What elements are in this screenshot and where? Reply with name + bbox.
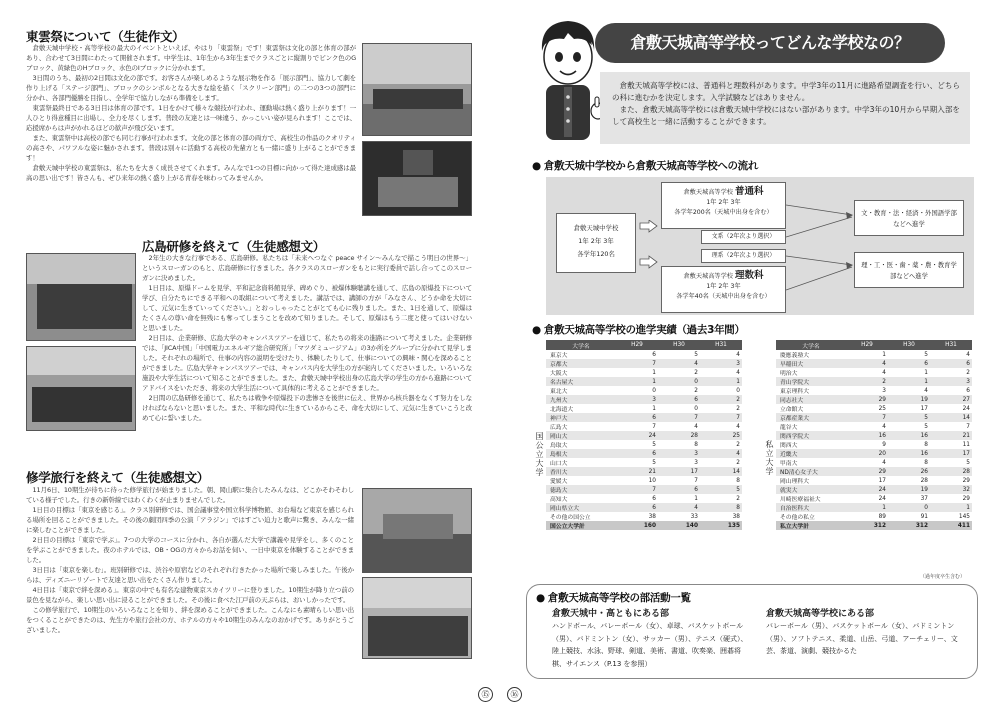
table-row: [546, 458, 742, 467]
count-cell: 6: [966, 387, 970, 394]
count-cell: 8: [924, 441, 928, 448]
table-row: [776, 458, 972, 467]
university-name-cell: 京都産業大: [776, 413, 846, 422]
count-cell: 2: [846, 377, 888, 386]
risu-grades: 1年 2年 3年: [706, 283, 741, 290]
count-cell: 2: [694, 387, 698, 394]
university-name-cell: 川崎医療福祉大: [780, 497, 821, 503]
futsu-school: 倉敷天城高等学校: [683, 189, 733, 196]
count-cell: 7: [700, 413, 742, 422]
table-row: [546, 467, 742, 476]
count-cell: 17: [930, 449, 972, 458]
table-row: [546, 449, 742, 458]
university-name-cell: 徳島大: [546, 485, 616, 494]
count-cell: 3: [882, 387, 886, 394]
count-cell: 135: [700, 521, 742, 530]
risu-course: 理数科: [734, 270, 764, 281]
paragraph: この修学旅行で、10期生のいろいろなことを知り、絆を深めることができました。こんなにも素晴らしい思い出をつくることができたのは、先生方や旅行会社の方、ホテルの方々や10期生のみんなのおかげです。ありがとうございました。: [26, 606, 354, 634]
jhs-grades: 1年 2年 3年: [578, 237, 614, 245]
section-title-hiroshima: 広島研修を終えて（生徒感想文）: [142, 239, 326, 254]
count-cell: 5: [966, 459, 970, 466]
university-name-cell: 立命館大: [780, 407, 804, 413]
count-cell: 312: [846, 521, 888, 530]
section-body-hiroshima: [142, 253, 472, 423]
table-row: [546, 440, 742, 449]
university-name-cell: 国公立大学計: [546, 521, 616, 530]
university-name-cell: 私立大学計: [776, 521, 846, 530]
table-row: [776, 512, 972, 521]
university-name-cell: 島根大: [546, 449, 616, 458]
jhs-name: 倉敷天城中学校: [573, 224, 619, 232]
table-row: [776, 404, 972, 413]
university-name-cell: 北海道大: [550, 407, 574, 413]
table-row: [546, 422, 742, 431]
count-cell: 29: [846, 395, 888, 404]
count-cell: 1: [700, 377, 742, 386]
table-national: [546, 340, 742, 530]
table-row: [546, 413, 742, 422]
flow-outcome-humanities: 文・教育・法・経済・外国語学部などへ進学: [854, 200, 964, 236]
count-cell: 4: [700, 449, 742, 458]
table-row: [546, 368, 742, 377]
university-name-cell: 香川大: [546, 467, 616, 476]
count-cell: 3: [700, 359, 742, 368]
paragraph: 2日目は、企業研修、広島大学のキャンパスツアーを通じて、私たちの将来の進路について考えました。企業研修では、「JICA中国」「中国電力エネルギア総合研究所」「マツダミュージアム」の3か所をグループに分かれて見学しました。それぞれの場所で、仕事の内容の説明を受けたり、体験したりして、仕事についての興味・関心を深めることができました。広島大学キャンパスツアーでは、キャンパス内を大学生の方が案内してくださいました。いろいろな施設や大学生活について知ることができました。また、倉敷天城中学校出身の広島大学の学生の方から進路についてアドバイスをいただき、将来の大学生活について具体的に考えることができました。: [142, 334, 472, 392]
count-cell: 3: [930, 377, 972, 386]
photo-stage-performance: [362, 141, 472, 216]
risu-count: 各学年40名（天城中出身を含む）: [676, 293, 771, 300]
table-row: [546, 359, 742, 368]
university-name-cell: 明治大: [780, 371, 798, 377]
count-cell: 6: [888, 359, 930, 368]
count-cell: 160: [616, 521, 658, 530]
count-cell: 2: [736, 495, 740, 502]
university-name-cell: ND清心女子大: [776, 467, 846, 476]
flow-heading: ● 倉敷天城中学校から倉敷天城高等学校への流れ: [532, 158, 758, 173]
paragraph: 1日目の目標は「東京を感じる」。クラス別研修では、国会議事堂や国立科学博物館、お台場など東京を感じられる場所を回ることができました。その後の劇団四季の公演「アラジン」ではすごい迫力と歌声に驚き、みんな一緒に楽しむことができました。: [26, 506, 354, 534]
count-cell: 6: [930, 359, 972, 368]
paragraph: 倉敷天城中学校の東雲祭は、私たちを大きく成長させてくれます。みんなで1つの目標に向かって得た達成感は最高の思い出です！皆さんも、ぜひ来年の熱く盛り上がる青春を味わってみませんか。: [26, 164, 356, 182]
count-cell: 2: [736, 459, 740, 466]
flow-jhs-box: [556, 213, 636, 273]
count-cell: 2: [694, 369, 698, 376]
count-cell: 28: [930, 467, 972, 476]
table-row: [546, 431, 742, 440]
university-name-cell: 岡山大: [546, 431, 616, 440]
photo-hiroshima-group: [26, 253, 136, 341]
count-cell: 7: [966, 423, 970, 430]
table-row: [776, 368, 972, 377]
clubs-both-text: ハンドボール、バレーボール（女）、卓球、バスケットボール（男）、バドミントン（女）、サッカー（男）、テニス（硬式）、陸上競技、水泳、野球、剣道、美術、書道、吹奏楽、囲碁将棋、サイエンス（P.13 を参照）: [552, 622, 748, 668]
count-cell: 5: [652, 459, 656, 466]
flow-bunkei-box: 文系（2年次より選択）: [701, 230, 786, 244]
arrow-icon: [639, 220, 659, 270]
count-cell: 25: [878, 405, 886, 412]
count-cell: 21: [930, 431, 972, 440]
paragraph: 1日目は、原爆ドームを見学、平和記念資料館見学、碑めぐり、被爆体験聴講を通して、広島の原爆投下について学び、自分たちにできる平和への取組について考えました。講話では、講師の方が「みなさん、どうか命を大切にして、元気に生きていってください。」とおっしゃったことがとても心に残りました。また、1日を通して、原爆はたくさんの尊い命を無残にも奪ってしまうことを改めて知りました。そして、原爆はもう二度と使ってはいけないと思いました。: [142, 284, 472, 332]
count-cell: 6: [616, 503, 658, 512]
futsu-count: 各学年200名（天城中出身を含む）: [674, 209, 773, 216]
intro-paragraph: 倉敷天城高等学校には、普通科と理数科があります。中学3年の11月に進路希望調査を行い、どちらの科に進むかを決定します。入学試験などはありません。: [612, 81, 961, 102]
private-label: 私立大学: [765, 440, 774, 476]
paragraph: また、東雲祭中は高校の部でも同じ行事が行われます。文化の部と体育の部の両方で、高校生の作品のクオリティの高さや、パワフルな姿に魅かされます。普段は別々に活動する高校の先輩方とも一緒に盛り上がることができます！: [26, 134, 356, 162]
col-header: H30: [888, 340, 930, 350]
flow-outcome-sciences: 理・工・医・歯・薬・農・教育学部などへ進学: [854, 252, 964, 288]
col-header: H29: [846, 340, 888, 350]
count-cell: 312: [888, 521, 930, 530]
university-name-cell: 広島大: [550, 425, 568, 431]
count-cell: 21: [616, 467, 658, 476]
flow-risu-box: [661, 266, 786, 313]
university-name-cell: 青山学院大: [776, 377, 846, 386]
count-cell: 7: [694, 477, 698, 484]
right-page: [500, 0, 1000, 707]
section-title-shinonomesai: 東雲祭について（生徒作文）: [26, 29, 185, 44]
count-cell: 16: [846, 431, 888, 440]
university-name-cell: 岡山理科大: [780, 479, 809, 485]
count-cell: 25: [700, 431, 742, 440]
count-cell: 7: [652, 423, 656, 430]
table-row: [546, 485, 742, 494]
university-name-cell: 関西学院大: [776, 431, 846, 440]
university-name-cell: 龍谷大: [780, 425, 798, 431]
table-row: [546, 395, 742, 404]
count-cell: 6: [658, 395, 700, 404]
table-row: [776, 476, 972, 485]
table-row: [546, 377, 742, 386]
count-cell: 11: [962, 441, 970, 448]
count-cell: 8: [924, 459, 928, 466]
count-cell: 4: [736, 351, 740, 358]
page-number-right: ⑯: [507, 687, 522, 702]
count-cell: 89: [878, 513, 886, 520]
section-body-school-trip: [26, 485, 354, 635]
table-total-row: [776, 521, 972, 530]
count-cell: 14: [930, 413, 972, 422]
university-name-cell: 名古屋大: [546, 377, 616, 386]
count-cell: 29: [846, 467, 888, 476]
flow-rikei-box: 理系（2年次より選択）: [701, 249, 786, 263]
count-cell: 7: [616, 359, 658, 368]
count-cell: 91: [920, 513, 928, 520]
count-cell: 4: [658, 503, 700, 512]
banner-title: 倉敷天城高等学校ってどんな学校なの？: [630, 33, 910, 52]
count-cell: 6: [616, 449, 658, 458]
count-cell: 24: [846, 485, 888, 494]
university-name-cell: 早稲田大: [776, 359, 846, 368]
count-cell: 20: [846, 449, 888, 458]
university-name-cell: 甲南大: [780, 461, 798, 467]
count-cell: 5: [924, 351, 928, 358]
table-row: [776, 350, 972, 359]
col-header: H31: [930, 340, 972, 350]
count-cell: 1: [888, 377, 930, 386]
count-cell: 2: [966, 369, 970, 376]
count-cell: 4: [882, 423, 886, 430]
results-note: （過年度卒生含む）: [920, 574, 966, 580]
count-cell: 7: [658, 413, 700, 422]
university-name-cell: その他の国公立: [550, 515, 591, 521]
university-name-cell: 愛媛大: [550, 479, 568, 485]
count-cell: 4: [658, 359, 700, 368]
flow-futsu-box: [661, 182, 786, 229]
count-cell: 4: [846, 359, 888, 368]
count-cell: 19: [888, 395, 930, 404]
count-cell: 4: [694, 423, 698, 430]
university-name-cell: 東北大: [550, 389, 568, 395]
count-cell: 5: [888, 413, 930, 422]
paragraph: 2日目の目標は「東京で学ぶ」。7つの大学のコースに分かれ、各自が選んだ大学で講義や見学をし、多くのことを学ぶことができました。夜のホテルでは、OB・OGの方々からお話を伺い、一日中東京を体験することができました。: [26, 536, 354, 564]
table-row: [776, 503, 972, 512]
count-cell: 17: [878, 477, 886, 484]
university-name-cell: 就実大: [776, 485, 846, 494]
count-cell: 140: [658, 521, 700, 530]
count-cell: 14: [700, 467, 742, 476]
count-cell: 9: [882, 441, 886, 448]
col-header: H29: [616, 340, 658, 350]
national-label: 国公立大学: [535, 432, 544, 477]
count-cell: 27: [930, 395, 972, 404]
count-cell: 2: [736, 441, 740, 448]
count-cell: 24: [878, 495, 886, 502]
university-name-cell: 山口大: [550, 461, 568, 467]
count-cell: 17: [920, 405, 928, 412]
clubs-both-title: 倉敷天城中・高ともにある部: [552, 609, 670, 619]
results-heading: ● 倉敷天城高等学校の進学実績（過去3年間）: [532, 322, 745, 337]
count-cell: 5: [694, 351, 698, 358]
count-cell: 33: [690, 513, 698, 520]
col-header: H31: [700, 340, 742, 350]
table-row: [776, 467, 972, 476]
table-row: [546, 404, 742, 413]
count-cell: 19: [888, 485, 930, 494]
paragraph: 11月6日、10期生が待ちに待った修学旅行が始まりました。朝、岡山駅に集合したみんなは、どこかそわそわしている様子でした。行きの新幹線ではわくわくが止まりませんでした。: [26, 486, 354, 504]
count-cell: 411: [930, 521, 972, 530]
paragraph: 東雲祭最終日である3日目は体育の部です。1日をかけて様々な競技が行われ、運動場は熱く盛り上がります！一人ひとり得意種目に出場し、全力を尽くします。普段の友達とは一味違う、かっこいい姿が見られます！ここでは、応援席からは声がかれるほどの歓声が飛び交います。: [26, 104, 356, 132]
count-cell: 7: [846, 413, 888, 422]
university-name-cell: 岡山県立大: [546, 503, 616, 512]
university-name-cell: 同志社大: [776, 395, 846, 404]
count-cell: 24: [616, 431, 658, 440]
count-cell: 28: [658, 431, 700, 440]
count-cell: 8: [736, 477, 740, 484]
count-cell: 32: [930, 485, 972, 494]
count-cell: 0: [694, 405, 698, 412]
count-cell: 1: [924, 369, 928, 376]
table-row: [546, 503, 742, 512]
col-header: 大学名: [776, 340, 846, 350]
count-cell: 7: [616, 485, 658, 494]
risu-school: 倉敷天城高等学校: [683, 273, 733, 280]
count-cell: 38: [648, 513, 656, 520]
university-name-cell: 大阪大: [550, 371, 568, 377]
jhs-count: 各学年120名: [577, 250, 615, 258]
table-row: [546, 476, 742, 485]
table-row: [776, 359, 972, 368]
count-cell: 16: [888, 431, 930, 440]
count-cell: 1: [652, 405, 656, 412]
count-cell: 5: [924, 423, 928, 430]
count-cell: 38: [732, 513, 740, 520]
count-cell: 29: [962, 495, 970, 502]
intro-text: [612, 80, 964, 128]
university-name-cell: 九州大: [546, 395, 616, 404]
paragraph: 3日目は「東京を楽しむ」。班別研修では、渋谷や原宿などのそれぞれ行きたかった場所で楽しみました。午後からは、ディズニーリゾートで友達と思い出をたくさん作りました。: [26, 566, 354, 584]
count-cell: 3: [616, 395, 658, 404]
table-row: [546, 494, 742, 503]
table-row: [776, 440, 972, 449]
table-row: [546, 512, 742, 521]
paragraph: 4日目は「東京で絆を深める」。東京の中でも有名な建物東京スカイツリーに登りました。10期生が降り立つ前の景色を見ながら、楽しい思い出に浸ることができました。その後に食べた江戸前の天ぷらは、おいしかったです。: [26, 586, 354, 604]
count-cell: 26: [888, 467, 930, 476]
count-cell: 8: [694, 441, 698, 448]
table-row: [776, 494, 972, 503]
count-cell: 29: [962, 477, 970, 484]
count-cell: 4: [882, 369, 886, 376]
table-row: [776, 449, 972, 458]
count-cell: 16: [888, 449, 930, 458]
col-header: 大学名: [546, 340, 616, 350]
count-cell: 28: [920, 477, 928, 484]
count-cell: 145: [958, 513, 970, 520]
table-total-row: [546, 521, 742, 530]
count-cell: 1: [882, 351, 886, 358]
paragraph: 2日間の広島研修を通じて、私たちは戦争や原爆投下の悲惨さを後世に伝え、世界から核兵器をなくす努力をしなければならないと思いました。また、平和な時代に生きているからこそ、命を大切にして、元気に生きていこうと改めて心に誓いました。: [142, 394, 472, 422]
count-cell: 3: [658, 449, 700, 458]
table-row: [776, 386, 972, 395]
paragraph: 3日間のうち、最初の2日間は文化の部です。お客さんが楽しめるような展示物を作る「展示部門」、協力して劇を作り上げる「ステージ部門」、ブロックのシンボルとなる大きな絵を描く「スクリーン部門」の二つの3つの部門に分かれ、各部門優勝を目指し、全学年で協力しながら準備をします。: [26, 74, 356, 102]
count-cell: 1: [652, 369, 656, 376]
count-cell: 0: [652, 387, 656, 394]
count-cell: 6: [652, 351, 656, 358]
clubs-high-text: バレーボール（男）、バスケットボール（女）、バドミントン（男）、ソフトテニス、柔道、山岳、弓道、アーチェリー、文芸、茶道、演劇、競技かるた: [766, 622, 958, 655]
university-name-cell: 神戸大: [546, 413, 616, 422]
count-cell: 4: [736, 423, 740, 430]
count-cell: 4: [924, 387, 928, 394]
table-row: [546, 350, 742, 359]
table-private: [776, 340, 972, 530]
count-cell: 1: [694, 495, 698, 502]
university-name-cell: 京都大: [546, 359, 616, 368]
count-cell: 4: [966, 351, 970, 358]
count-cell: 3: [694, 459, 698, 466]
table-row: [776, 422, 972, 431]
count-cell: 10: [648, 477, 656, 484]
university-name-cell: 高知大: [550, 497, 568, 503]
count-cell: 5: [652, 441, 656, 448]
clubs-high-title: 倉敷天城高等学校にある部: [766, 609, 875, 619]
count-cell: 6: [616, 413, 658, 422]
table-row: [776, 413, 972, 422]
paragraph: 2年生の大きな行事である、広島研修。私たちは「未来へつなぐ peace サイン〜みんなで描こう明日の世界〜」というスローガンのもと、広島研修に行きました。各クラスのスローガンをもとに実行委員で話し合ってこのスローガンに決めました。: [142, 254, 472, 282]
photo-school-trip-group: [362, 577, 472, 659]
count-cell: 1: [616, 377, 658, 386]
count-cell: 1: [846, 503, 888, 512]
section-title-school-trip: 修学旅行を終えて（生徒感想文）: [26, 470, 210, 485]
count-cell: 4: [736, 369, 740, 376]
photo-school-trip-hall: [362, 488, 472, 573]
futsu-course: 普通科: [734, 186, 764, 197]
table-row: [776, 431, 972, 440]
count-cell: 5: [700, 485, 742, 494]
university-name-cell: 関西大: [780, 443, 798, 449]
table-row: [776, 377, 972, 386]
university-name-cell: 慶應義塾大: [780, 353, 809, 359]
col-header: H30: [658, 340, 700, 350]
count-cell: 8: [700, 503, 742, 512]
clubs-heading: ● 倉敷天城高等学校の部活動一覧: [536, 590, 691, 605]
count-cell: 2: [700, 395, 742, 404]
flow-connector-lines: [786, 185, 856, 305]
count-cell: 24: [962, 405, 970, 412]
count-cell: 6: [658, 485, 700, 494]
count-cell: 0: [658, 377, 700, 386]
section-body-shinonomesai: [26, 43, 356, 183]
university-name-cell: 近畿大: [776, 449, 846, 458]
paragraph: 倉敷天城中学校・高等学校の最大のイベントといえば、やはり「東雲祭」です！東雲祭は文化の部と体育の部があり、合わせて3日間にわたって開催されます。中学生は、1年生から3年生までクラスごとに縦割りでピンク色のGブロック、黄緑色のHブロック、水色のIブロックに分かれます。: [26, 44, 356, 72]
university-name-cell: 東京大: [550, 353, 568, 359]
university-name-cell: 鳥取大: [550, 443, 568, 449]
table-row: [776, 485, 972, 494]
table-row: [546, 386, 742, 395]
photo-hiroshima-campus: [26, 346, 136, 431]
university-name-cell: 自治医科大: [776, 503, 846, 512]
count-cell: 17: [658, 467, 700, 476]
page-number-left: ⑮: [478, 687, 493, 702]
university-name-cell: 東京理科大: [780, 389, 809, 395]
count-cell: 0: [888, 503, 930, 512]
intro-paragraph: また、倉敷天城高等学校には倉敷天城中学校にはない部があります。中学3年の10月から早期入部をして高校生と一緒に活動することができます。: [612, 105, 961, 126]
table-row: [776, 395, 972, 404]
count-cell: 4: [882, 459, 886, 466]
count-cell: 37: [920, 495, 928, 502]
university-name-cell: その他の私立: [780, 515, 815, 521]
count-cell: 6: [652, 495, 656, 502]
futsu-grades: 1年 2年 3年: [706, 199, 741, 206]
count-cell: 1: [930, 503, 972, 512]
count-cell: 2: [736, 405, 740, 412]
photo-tug-of-war: [362, 43, 472, 136]
count-cell: 0: [736, 387, 740, 394]
